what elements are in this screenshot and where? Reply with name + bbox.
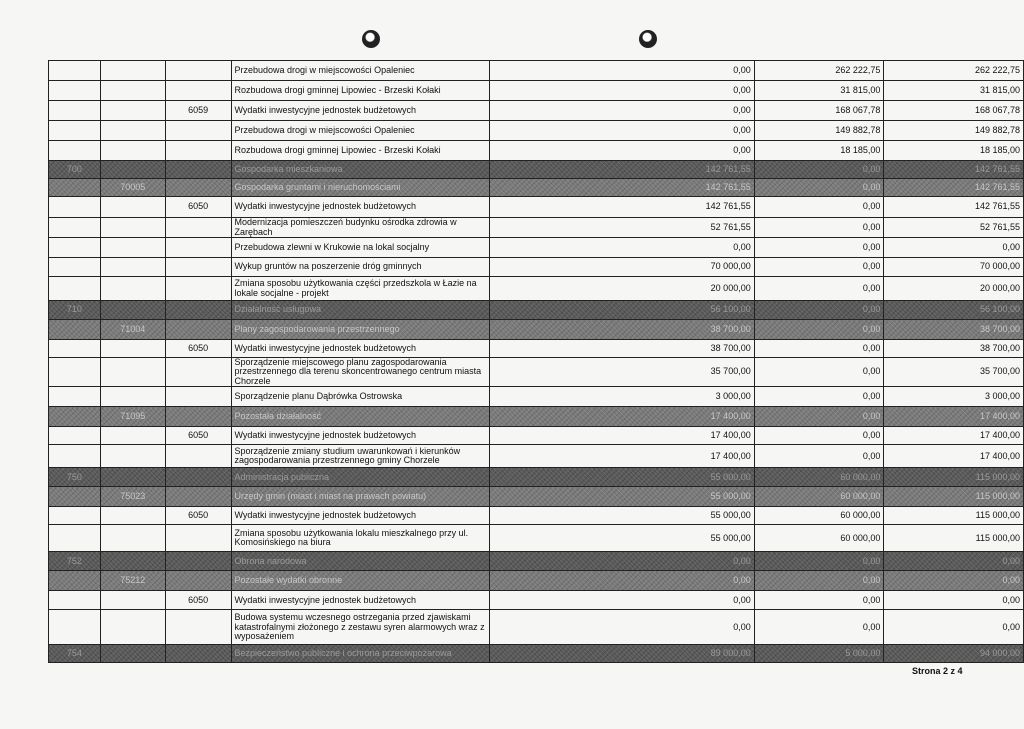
value-change-cell: 0,00 — [754, 407, 884, 427]
table-row — [49, 81, 1024, 101]
paragraph-code-cell: 6050 — [165, 340, 231, 358]
description-cell: Wydatki inwestycyjne jednostek budżetowych — [231, 591, 489, 610]
value-change-cell: 60 000,00 — [754, 507, 884, 525]
value-after-cell: 31 815,00 — [884, 81, 1024, 101]
value-before-cell: 0,00 — [489, 552, 754, 571]
value-after-cell: 56 100,00 — [884, 301, 1024, 320]
value-before-cell: 55 000,00 — [489, 487, 754, 507]
description-cell: Rozbudowa drogi gminnej Lipowiec - Brzeski Kołaki — [231, 81, 489, 101]
table-row — [49, 197, 1024, 218]
value-after-cell: 0,00 — [884, 591, 1024, 610]
value-change-cell: 0,00 — [754, 445, 884, 468]
punch-hole-right — [639, 30, 657, 48]
value-change-cell: 18 185,00 — [754, 141, 884, 161]
section-code-cell: 700 — [49, 161, 101, 179]
description-cell: Wydatki inwestycyjne jednostek budżetowych — [231, 507, 489, 525]
table-row — [49, 427, 1024, 445]
paragraph-code-cell — [165, 121, 231, 141]
table-row — [49, 121, 1024, 141]
chapter-code-cell — [100, 218, 165, 238]
section-code-cell: 754 — [49, 645, 101, 663]
value-before-cell: 0,00 — [489, 610, 754, 645]
paragraph-code-cell — [165, 238, 231, 258]
description-cell: Przebudowa drogi w miejscowości Opaleniec — [231, 121, 489, 141]
value-change-cell: 0,00 — [754, 161, 884, 179]
section-code-cell — [49, 525, 101, 552]
value-change-cell: 60 000,00 — [754, 487, 884, 507]
table-body — [49, 61, 1024, 663]
value-after-cell: 18 185,00 — [884, 141, 1024, 161]
value-before-cell: 70 000,00 — [489, 258, 754, 277]
value-before-cell: 142 761,55 — [489, 179, 754, 197]
description-cell: Gospodarka gruntami i nieruchomościami — [231, 179, 489, 197]
description-cell: Urzędy gmin (miast i miast na prawach powiatu) — [231, 487, 489, 507]
section-code-cell — [49, 427, 101, 445]
table-row — [49, 141, 1024, 161]
chapter-code-cell — [100, 340, 165, 358]
chapter-code-cell: 75212 — [100, 571, 165, 591]
description-cell: Obrona narodowa — [231, 552, 489, 571]
description-cell: Administracja publiczna — [231, 468, 489, 487]
value-after-cell: 20 000,00 — [884, 277, 1024, 301]
section-code-cell — [49, 571, 101, 591]
description-cell: Wydatki inwestycyjne jednostek budżetowych — [231, 427, 489, 445]
paragraph-code-cell — [165, 487, 231, 507]
section-code-cell — [49, 591, 101, 610]
table-row — [49, 238, 1024, 258]
table-row — [49, 645, 1024, 663]
paragraph-code-cell — [165, 645, 231, 663]
chapter-code-cell: 71095 — [100, 407, 165, 427]
table-row — [49, 610, 1024, 645]
section-code-cell — [49, 507, 101, 525]
value-after-cell: 0,00 — [884, 610, 1024, 645]
section-code-cell — [49, 487, 101, 507]
chapter-code-cell — [100, 525, 165, 552]
value-before-cell: 56 100,00 — [489, 301, 754, 320]
section-code-cell — [49, 340, 101, 358]
description-cell: Sporządzenie planu Dąbrówka Ostrowska — [231, 387, 489, 407]
value-before-cell: 142 761,55 — [489, 197, 754, 218]
chapter-code-cell — [100, 610, 165, 645]
paragraph-code-cell — [165, 179, 231, 197]
section-code-cell — [49, 81, 101, 101]
value-after-cell: 52 761,55 — [884, 218, 1024, 238]
chapter-code-cell — [100, 645, 165, 663]
description-cell: Rozbudowa drogi gminnej Lipowiec - Brzeski Kołaki — [231, 141, 489, 161]
description-cell: Sporządzenie miejscowego planu zagospodarowania przestrzennego dla terenu skoncentrowanego centrum miasta Chorzele — [231, 358, 489, 387]
chapter-code-cell — [100, 277, 165, 301]
table-row — [49, 218, 1024, 238]
chapter-code-cell — [100, 141, 165, 161]
section-code-cell — [49, 407, 101, 427]
paragraph-code-cell — [165, 141, 231, 161]
section-code-cell: 750 — [49, 468, 101, 487]
value-after-cell: 35 700,00 — [884, 358, 1024, 387]
paragraph-code-cell — [165, 468, 231, 487]
section-code-cell — [49, 387, 101, 407]
chapter-code-cell — [100, 81, 165, 101]
chapter-code-cell — [100, 121, 165, 141]
chapter-code-cell — [100, 507, 165, 525]
value-after-cell: 142 761,55 — [884, 179, 1024, 197]
value-change-cell: 0,00 — [754, 340, 884, 358]
page-number: Strona 2 z 4 — [912, 666, 963, 676]
table-row — [49, 591, 1024, 610]
chapter-code-cell — [100, 301, 165, 320]
value-before-cell: 3 000,00 — [489, 387, 754, 407]
chapter-code-cell — [100, 161, 165, 179]
section-code-cell — [49, 277, 101, 301]
value-change-cell: 0,00 — [754, 320, 884, 340]
value-after-cell: 115 000,00 — [884, 487, 1024, 507]
section-code-cell — [49, 197, 101, 218]
value-before-cell: 0,00 — [489, 141, 754, 161]
description-cell: Gospodarka mieszkaniowa — [231, 161, 489, 179]
description-cell: Zmiana sposobu użytkowania części przedszkola w Łazie na lokale socjalne - projekt — [231, 277, 489, 301]
table-row — [49, 320, 1024, 340]
description-cell: Bezpieczeństwo publiczne i ochrona przeciwpożarowa — [231, 645, 489, 663]
value-after-cell: 0,00 — [884, 571, 1024, 591]
table-row — [49, 161, 1024, 179]
description-cell: Wydatki inwestycyjne jednostek budżetowych — [231, 340, 489, 358]
chapter-code-cell: 71004 — [100, 320, 165, 340]
chapter-code-cell — [100, 445, 165, 468]
table-row — [49, 468, 1024, 487]
value-change-cell: 0,00 — [754, 218, 884, 238]
paragraph-code-cell — [165, 218, 231, 238]
value-after-cell: 38 700,00 — [884, 320, 1024, 340]
chapter-code-cell — [100, 61, 165, 81]
value-change-cell: 0,00 — [754, 610, 884, 645]
table-row — [49, 507, 1024, 525]
paragraph-code-cell — [165, 610, 231, 645]
table-row — [49, 358, 1024, 387]
description-cell: Modernizacja pomieszczeń budynku ośrodka zdrowia w Zarębach — [231, 218, 489, 238]
description-cell: Pozostałe wydatki obronne — [231, 571, 489, 591]
section-code-cell — [49, 61, 101, 81]
chapter-code-cell — [100, 238, 165, 258]
paragraph-code-cell: 6050 — [165, 427, 231, 445]
paragraph-code-cell: 6050 — [165, 507, 231, 525]
value-before-cell: 0,00 — [489, 571, 754, 591]
value-after-cell: 149 882,78 — [884, 121, 1024, 141]
chapter-code-cell — [100, 427, 165, 445]
description-cell: Zmiana sposobu użytkowania lokalu mieszkalnego przy ul. Komosińskiego na biura — [231, 525, 489, 552]
paragraph-code-cell — [165, 552, 231, 571]
budget-table — [48, 60, 1024, 663]
section-code-cell: 752 — [49, 552, 101, 571]
value-after-cell: 115 000,00 — [884, 468, 1024, 487]
value-change-cell: 0,00 — [754, 238, 884, 258]
section-code-cell — [49, 445, 101, 468]
description-cell: Przebudowa drogi w miejscowości Opaleniec — [231, 61, 489, 81]
table-row — [49, 445, 1024, 468]
value-after-cell: 70 000,00 — [884, 258, 1024, 277]
value-before-cell: 35 700,00 — [489, 358, 754, 387]
value-before-cell: 0,00 — [489, 238, 754, 258]
chapter-code-cell — [100, 468, 165, 487]
value-change-cell: 0,00 — [754, 258, 884, 277]
paragraph-code-cell — [165, 571, 231, 591]
value-change-cell: 149 882,78 — [754, 121, 884, 141]
description-cell: Plany zagospodarowania przestrzennego — [231, 320, 489, 340]
chapter-code-cell — [100, 258, 165, 277]
paragraph-code-cell — [165, 358, 231, 387]
value-change-cell: 262 222,75 — [754, 61, 884, 81]
table-row — [49, 525, 1024, 552]
paragraph-code-cell — [165, 258, 231, 277]
value-before-cell: 0,00 — [489, 81, 754, 101]
value-before-cell: 89 000,00 — [489, 645, 754, 663]
chapter-code-cell — [100, 591, 165, 610]
section-code-cell — [49, 141, 101, 161]
value-before-cell: 17 400,00 — [489, 427, 754, 445]
value-after-cell: 0,00 — [884, 238, 1024, 258]
section-code-cell — [49, 320, 101, 340]
value-after-cell: 38 700,00 — [884, 340, 1024, 358]
value-after-cell: 115 000,00 — [884, 525, 1024, 552]
value-before-cell: 17 400,00 — [489, 407, 754, 427]
paragraph-code-cell — [165, 407, 231, 427]
paragraph-code-cell — [165, 277, 231, 301]
table-row — [49, 487, 1024, 507]
section-code-cell — [49, 238, 101, 258]
paragraph-code-cell — [165, 387, 231, 407]
table-row — [49, 301, 1024, 320]
paragraph-code-cell — [165, 320, 231, 340]
value-after-cell: 17 400,00 — [884, 445, 1024, 468]
value-change-cell: 0,00 — [754, 277, 884, 301]
value-before-cell: 55 000,00 — [489, 507, 754, 525]
chapter-code-cell — [100, 197, 165, 218]
value-before-cell: 0,00 — [489, 591, 754, 610]
value-after-cell: 17 400,00 — [884, 407, 1024, 427]
description-cell: Działalność usługowa — [231, 301, 489, 320]
value-before-cell: 142 761,55 — [489, 161, 754, 179]
chapter-code-cell — [100, 552, 165, 571]
table-row — [49, 340, 1024, 358]
value-change-cell: 31 815,00 — [754, 81, 884, 101]
paragraph-code-cell: 6059 — [165, 101, 231, 121]
description-cell: Budowa systemu wczesnego ostrzegania przed zjawiskami katastrofalnymi złożonego z zestawu syren alarmowych wraz z wyposażeniem — [231, 610, 489, 645]
chapter-code-cell: 75023 — [100, 487, 165, 507]
description-cell: Wydatki inwestycyjne jednostek budżetowych — [231, 197, 489, 218]
value-after-cell: 3 000,00 — [884, 387, 1024, 407]
paragraph-code-cell — [165, 525, 231, 552]
description-cell: Przebudowa zlewni w Krukowie na lokal socjalny — [231, 238, 489, 258]
section-code-cell — [49, 258, 101, 277]
value-change-cell: 0,00 — [754, 427, 884, 445]
value-change-cell: 0,00 — [754, 301, 884, 320]
paragraph-code-cell — [165, 445, 231, 468]
paragraph-code-cell — [165, 61, 231, 81]
chapter-code-cell — [100, 387, 165, 407]
value-after-cell: 142 761,55 — [884, 161, 1024, 179]
paragraph-code-cell — [165, 81, 231, 101]
section-code-cell — [49, 179, 101, 197]
table-row — [49, 179, 1024, 197]
description-cell: Sporządzenie zmiany studium uwarunkowań i kierunków zagospodarowania przestrzennego gminy Chorzele — [231, 445, 489, 468]
chapter-code-cell — [100, 101, 165, 121]
value-before-cell: 0,00 — [489, 121, 754, 141]
table-row — [49, 61, 1024, 81]
value-before-cell: 0,00 — [489, 61, 754, 81]
description-cell: Wykup gruntów na poszerzenie dróg gminnych — [231, 258, 489, 277]
value-after-cell: 115 000,00 — [884, 507, 1024, 525]
table-row — [49, 571, 1024, 591]
value-before-cell: 55 000,00 — [489, 468, 754, 487]
paragraph-code-cell: 6050 — [165, 591, 231, 610]
description-cell: Pozostała działalność — [231, 407, 489, 427]
table-row — [49, 277, 1024, 301]
value-before-cell: 20 000,00 — [489, 277, 754, 301]
value-after-cell: 168 067,78 — [884, 101, 1024, 121]
chapter-code-cell: 70005 — [100, 179, 165, 197]
value-change-cell: 168 067,78 — [754, 101, 884, 121]
description-cell: Wydatki inwestycyjne jednostek budżetowych — [231, 101, 489, 121]
section-code-cell — [49, 358, 101, 387]
value-change-cell: 0,00 — [754, 552, 884, 571]
value-after-cell: 262 222,75 — [884, 61, 1024, 81]
value-before-cell: 17 400,00 — [489, 445, 754, 468]
value-after-cell: 142 761,55 — [884, 197, 1024, 218]
paragraph-code-cell — [165, 161, 231, 179]
value-change-cell: 0,00 — [754, 387, 884, 407]
table-row — [49, 387, 1024, 407]
value-after-cell: 17 400,00 — [884, 427, 1024, 445]
value-before-cell: 55 000,00 — [489, 525, 754, 552]
value-after-cell: 0,00 — [884, 552, 1024, 571]
value-before-cell: 38 700,00 — [489, 340, 754, 358]
value-change-cell: 0,00 — [754, 591, 884, 610]
value-before-cell: 52 761,55 — [489, 218, 754, 238]
section-code-cell — [49, 218, 101, 238]
value-change-cell: 60 000,00 — [754, 468, 884, 487]
section-code-cell — [49, 101, 101, 121]
value-before-cell: 0,00 — [489, 101, 754, 121]
value-change-cell: 60 000,00 — [754, 525, 884, 552]
value-change-cell: 0,00 — [754, 571, 884, 591]
punch-hole-left — [362, 30, 380, 48]
paragraph-code-cell: 6050 — [165, 197, 231, 218]
table-row — [49, 552, 1024, 571]
chapter-code-cell — [100, 358, 165, 387]
table-row — [49, 407, 1024, 427]
value-after-cell: 94 000,00 — [884, 645, 1024, 663]
value-change-cell: 5 000,00 — [754, 645, 884, 663]
value-before-cell: 38 700,00 — [489, 320, 754, 340]
table-row — [49, 101, 1024, 121]
section-code-cell — [49, 121, 101, 141]
paragraph-code-cell — [165, 301, 231, 320]
value-change-cell: 0,00 — [754, 179, 884, 197]
section-code-cell — [49, 610, 101, 645]
table-row — [49, 258, 1024, 277]
section-code-cell: 710 — [49, 301, 101, 320]
value-change-cell: 0,00 — [754, 358, 884, 387]
value-change-cell: 0,00 — [754, 197, 884, 218]
